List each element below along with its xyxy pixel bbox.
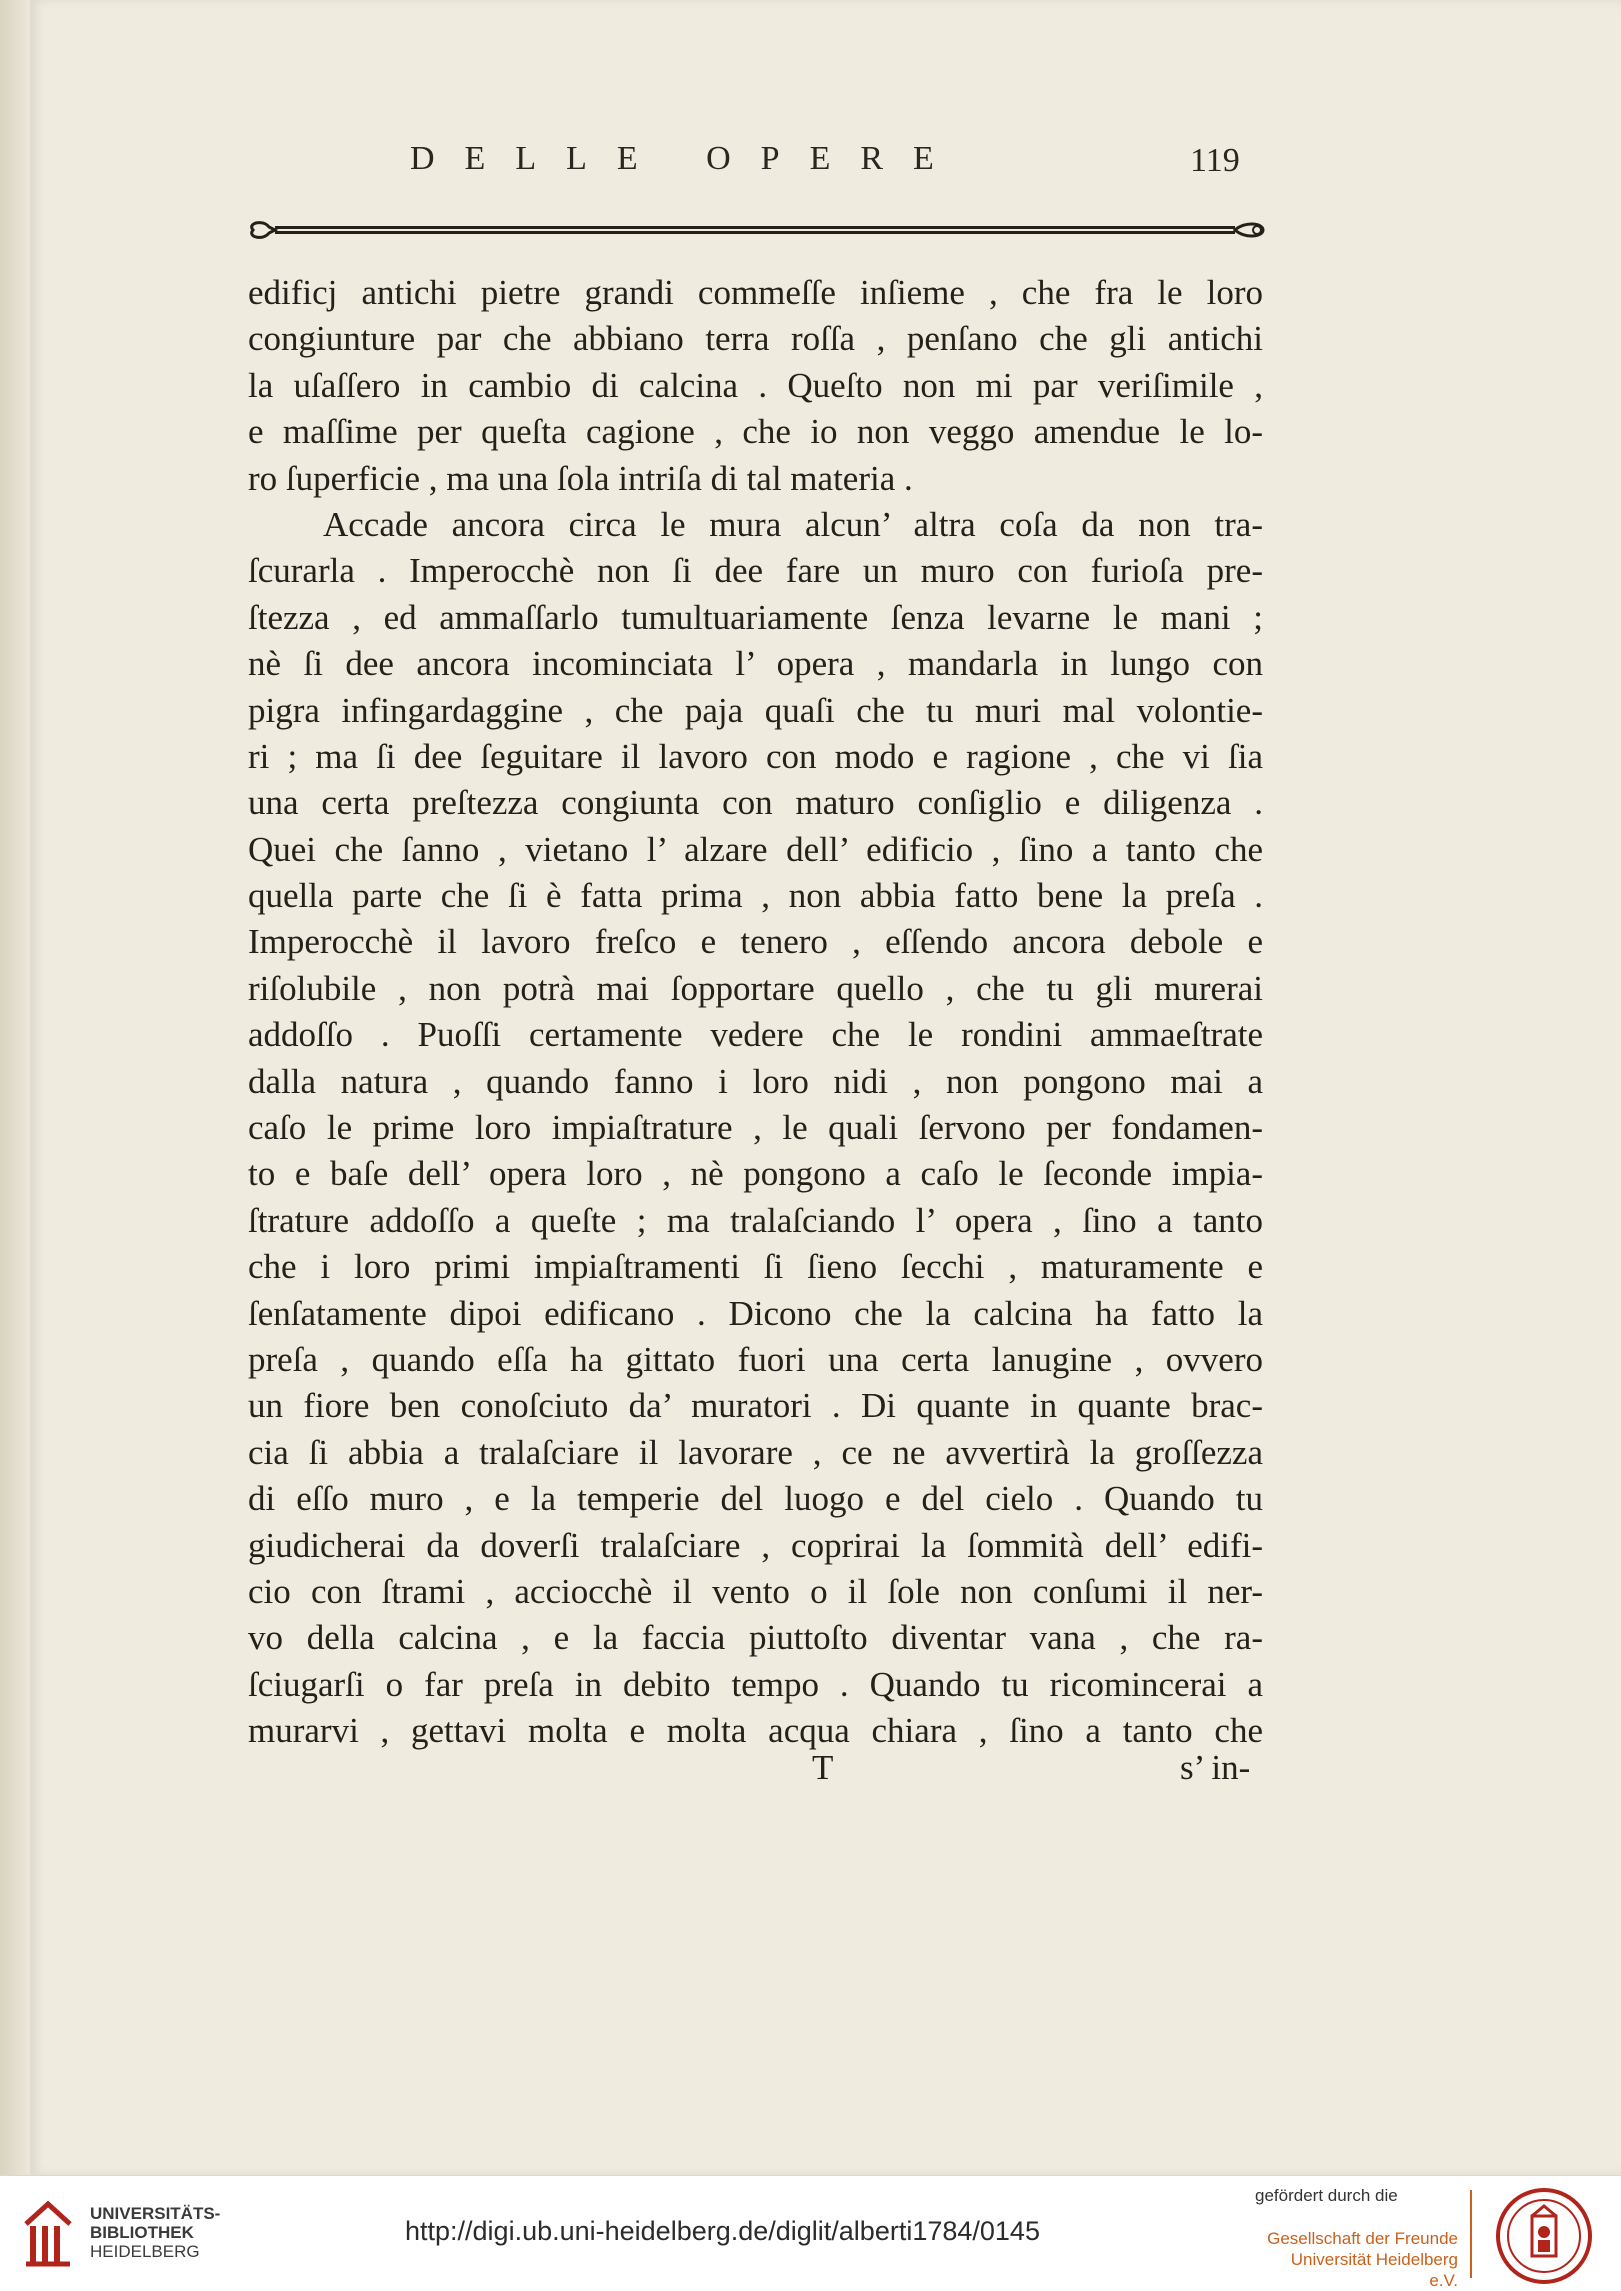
text-line: riſolubile , non potrà mai ſopportare quello , che tu gli murerai	[248, 968, 1263, 1008]
university-seal-icon	[1494, 2186, 1594, 2286]
text-line: cio con ſtrami , acciocchè il vento o il ſole non conſumi il ner-	[248, 1571, 1263, 1611]
running-head: DELLE OPERE	[410, 140, 964, 177]
text-line: giudicherai da doverſi tralaſciare , coprirai la ſommità dell’ edifi-	[248, 1525, 1263, 1565]
text-line: pigra infingardaggine , che paja quaſi che tu muri mal volontie-	[248, 690, 1263, 730]
text-line: congiunture par che abbiano terra roſſa , penſano che gli antichi	[248, 319, 1263, 359]
book-page	[30, 0, 1621, 2175]
text-line: Quei che ſanno , vietano l’ alzare dell’ edificio , ſino a tanto che	[248, 829, 1263, 869]
library-name	[90, 2204, 220, 2261]
library-name-line: UNIVERSITÄTS-	[90, 2204, 221, 2223]
text-line: ſcurarla . Imperocchè non ſi dee fare un muro con furioſa pre-	[248, 551, 1263, 591]
text-line: addoſſo . Puoſſi certamente vedere che le rondini ammaeſtrate	[248, 1015, 1263, 1055]
sponsor-name-line: Universität Heidelberg e.V.	[1290, 2250, 1458, 2290]
text-line: ro ſuperficie , ma una ſola intriſa di tal materia .	[248, 458, 913, 498]
body-text	[248, 270, 1263, 1755]
viewer-footer	[0, 2175, 1621, 2291]
text-line: una certa preſtezza congiunta con maturo conſiglio e diligenza .	[248, 783, 1263, 823]
text-line: nè ſi dee ancora incominciata l’ opera , mandarla in lungo con	[248, 644, 1263, 684]
text-line: ſtrature addoſſo a queſte ; ma tralaſciando l’ opera , ſino a tanto	[248, 1200, 1263, 1240]
text-line: edificj antichi pietre grandi commeſſe inſieme , che fra le loro	[248, 273, 1263, 312]
library-name-line: BIBLIOTHEK	[90, 2223, 194, 2242]
text-line: preſa , quando eſſa ha gittato fuori una certa lanugine , ovvero	[248, 1339, 1263, 1379]
text-line: ſtezza , ed ammaſſarlo tumultuariamente ſenza levarne le mani ;	[248, 597, 1263, 637]
text-line: la uſaſſero in cambio di calcina . Queſto non mi par veriſimile ,	[248, 365, 1263, 405]
sponsor-name[interactable]	[1262, 2228, 1458, 2291]
text-line: un fiore ben conoſciuto da’ muratori . Di quante in quante brac-	[248, 1386, 1263, 1426]
catchword: s’ in-	[1180, 1748, 1251, 1787]
permalink-url[interactable]: http://digi.ub.uni-heidelberg.de/diglit/alberti1784/0145	[405, 2216, 1040, 2246]
sponsor-label: gefördert durch die	[1255, 2186, 1398, 2205]
page-number: 119	[1190, 142, 1240, 179]
text-line: ri ; ma ſi dee ſeguitare il lavoro con modo e ragione , che vi ſia	[248, 736, 1263, 776]
text-line: ſenſatamente dipoi edificano . Dicono che la calcina ha fatto la	[248, 1293, 1263, 1333]
text-line: murarvi , gettavi molta e molta acqua chiara , ſino a tanto che	[248, 1711, 1263, 1751]
page-edge	[0, 0, 30, 2175]
text-line: quella parte che ſi è fatta prima , non abbia fatto bene la preſa .	[248, 876, 1263, 916]
text-line: Accade ancora circa le mura alcun’ altra coſa da non tra-	[323, 504, 1263, 544]
ornamental-rule	[245, 215, 1270, 245]
text-line: cia ſi abbia a tralaſciare il lavorare , ce ne avvertirà la groſſezza	[248, 1432, 1263, 1472]
text-line: caſo le prime loro impiaſtrature , le quali ſervono per fondamen-	[248, 1108, 1263, 1148]
text-line: e maſſime per queſta cagione , che io non veggo amendue le lo-	[248, 412, 1263, 452]
library-name-line: HEIDELBERG	[90, 2242, 200, 2261]
sponsor-divider	[1470, 2190, 1472, 2278]
text-line: che i loro primi impiaſtramenti ſi ſieno ſecchi , maturamente e	[248, 1247, 1263, 1287]
text-line: dalla natura , quando fanno i loro nidi , non pongono mai a	[248, 1061, 1263, 1101]
text-line: vo della calcina , e la faccia piuttoſto diventar vana , che ra-	[248, 1618, 1263, 1658]
signature-mark: T	[812, 1748, 834, 1787]
text-line: Imperocchè il lavoro freſco e tenero , eſſendo ancora debole e	[248, 922, 1263, 962]
sponsor-name-line: Gesellschaft der Freunde	[1267, 2229, 1458, 2248]
library-logo-icon[interactable]	[18, 2198, 78, 2270]
text-line: di eſſo muro , e la temperie del luogo e del cielo . Quando tu	[248, 1479, 1263, 1519]
text-line: to e baſe dell’ opera loro , nè pongono a caſo le ſeconde impia-	[248, 1154, 1263, 1194]
text-line: ſciugarſi o far preſa in debito tempo . Quando tu ricomincerai a	[248, 1664, 1263, 1704]
